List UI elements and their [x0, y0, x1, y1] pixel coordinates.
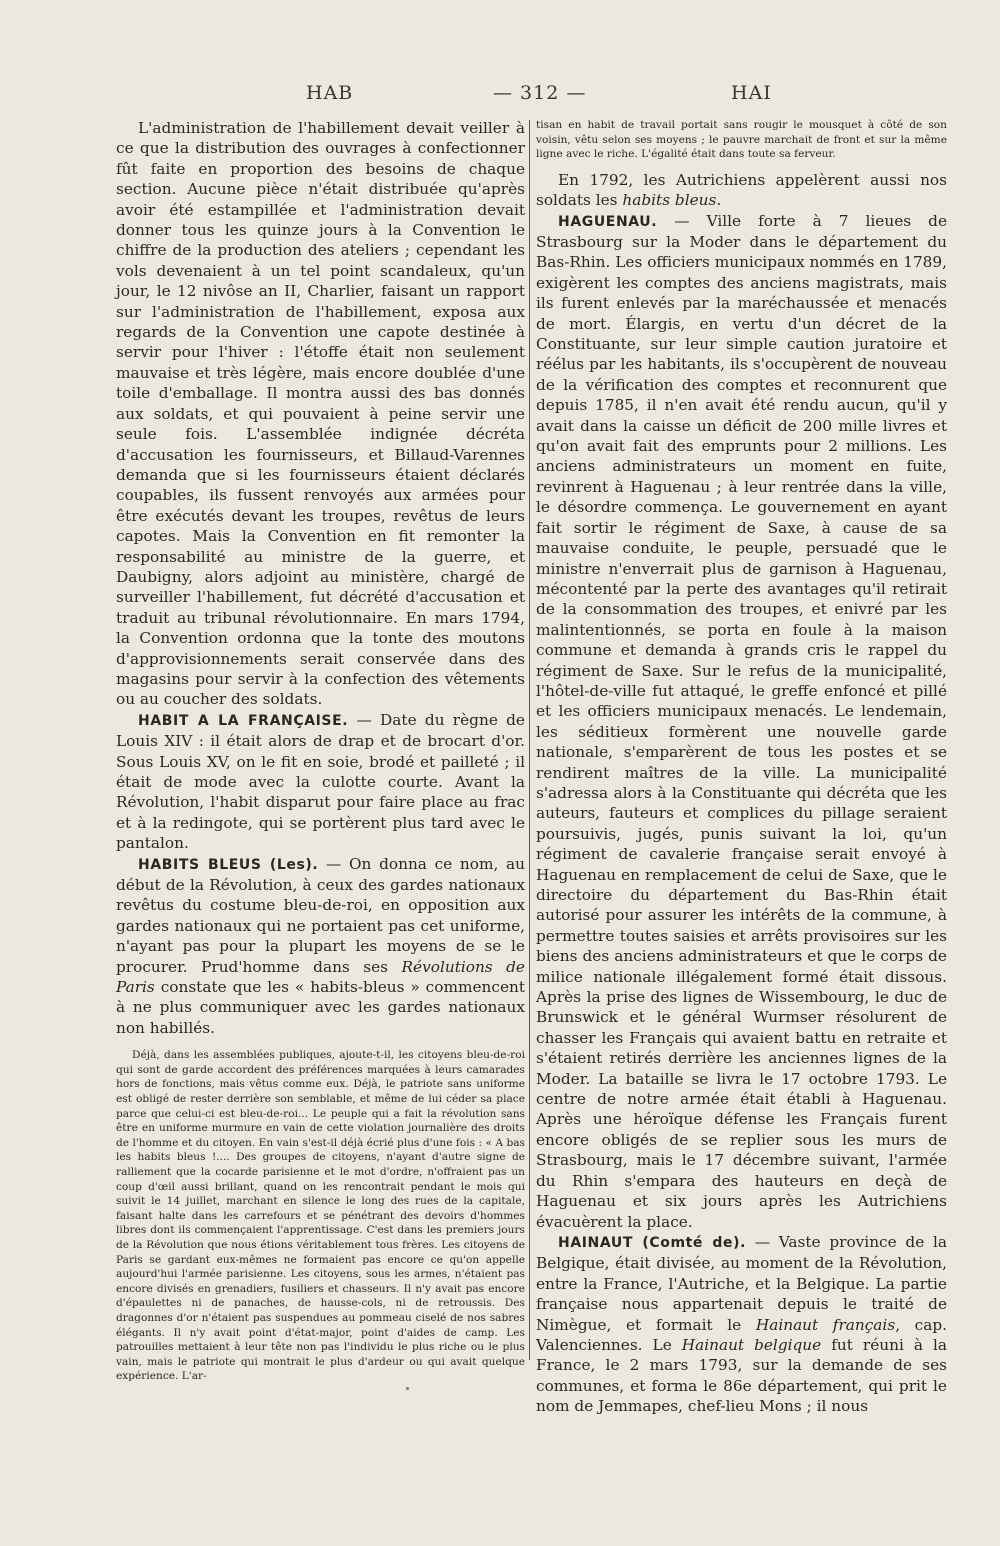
paragraph-habillement: L'administration de l'habillement devait veiller à ce que la distribution des ouvrages à confectionner fût faite en proportion des besoins de chaque section. Aucune pièce n'était distribuée qu'après avoir été estampillée et l'administration devait donner tous les quinze jours à la Convention le chiffre de la production des ateliers ; cependant les vols devenaient à un tel point scandaleux, qu'un jour, le 12 nivôse an II, Charlier, faisant un rapport sur l'administration de l'habillement, exposa aux regards de la Convention une capote destinée à servir pour l'hiver : l'étoffe était non seulement mauvaise et très légère, mais encore doublée d'une toile d'emballage. Il montra aussi des bas donnés aux soldats, et qui pouvaient à peine servir une seule fois. L'assemblée indignée décréta d'accusation les fournisseurs, et Billaud-Varennes demanda que si les fournisseurs étaient déclarés coupables, ils fussent renvoyés aux armées pour être exécutés devant les troupes, revêtus de leurs capotes. Mais la Convention en fit remonter la responsabilité au ministre de la guerre, et Daubigny, alors adjoint au ministère, chargé de surveiller l'habillement, fut décrété d'accusation et traduit au tribunal révolutionnaire. En mars 1794, la Convention ordonna que la tonte des moutons d'approvisionnements serait conservée dans des magasins pour servir à la confection des vêtements ou au coucher des soldats.	[116, 119, 525, 709]
footnote-continuation: tisan en habit de travail portait sans rougir le mousquet à côté de son voisin, vêtu selon ses moyens ; le pauvre marchait de front et sur la même ligne avec le riche. L'égalité était dans toute sa ferveur.	[536, 119, 947, 161]
entry-text: — Date du règne de Louis XIV : il était alors de drap et de brocart d'or. Sous Louis XV, on le fit en soie, brodé et pailleté ; il était de mode avec la culotte courte. Avant la Révolution, l'habit disparut pour faire place au frac et à la redingote, qui se portèrent plus tard avec le pantalon.	[116, 710, 525, 853]
entry-text: — Vaste province de la Belgique, était divisée, au moment de la Révolution, entre la France, l'Autriche, et la Belgique. La partie française nous appartenait depuis le traité de Nimègue, et formait le	[536, 1232, 947, 1334]
page-number: — 312 —	[493, 82, 587, 104]
entry-italic: Révolutions de Paris	[116, 957, 525, 997]
entry-hainaut	[536, 1232, 947, 1417]
entry-title: HABIT A LA FRANÇAISE.	[138, 712, 349, 729]
running-head-right: HAI	[731, 82, 772, 104]
paragraph-text: En 1792, les Autrichiens appelèrent aussi nos soldats les	[536, 170, 947, 210]
footnote-quote: Déjà, dans les assemblées publiques, ajoute-t-il, les citoyens bleu-de-roi qui sont de garde accordent des préférences marquées à leurs camarades hors de fonctions, mais vêtus comme eux. Déjà, le patriote sans uniforme est obligé de rester derrière son semblable, et même de lui céder sa place parce que celui-ci est bleu-de-roi... Le peuple qui a fait la révolution sans être en uniforme murmure en vain de cette violation journalière des droits de l'homme et du citoyen. En vain s'est-il déjà écrié plus d'une fois : « A bas les habits bleus !.... Des groupes de citoyens, n'ayant d'autre signe de ralliement que la cocarde parisienne et le mot d'ordre, n'offraient pas un coup d'œil aussi brillant, quand on les rencontrait pendant le mois qui suivit le 14 juillet, marchant en silence le long des rues de la capitale, faisant halte dans les carrefours et se pénétrant des devoirs d'hommes libres dont ils commençaient l'apprentissage. C'est dans les premiers jours de la Révolution que nous étions véritablement tous frères. Les citoyens de Paris se gardant eux-mêmes ne formaient pas encore ce qu'on appelle aujourd'hui l'armée parisienne. Les citoyens, sous les armes, n'étaient pas encore divisés en grenadiers, fusiliers et chasseurs. Il n'y avait pas encore d'épaulettes ni de panaches, de hausse-cols, ni de retroussis. Des dragonnes d'or n'étaient pas suspendues au pommeau ciselé de nos sabres élégants. Il n'y avait point d'état-major, point d'aides de camp. Les patrouilles mettaient à leur tête non pas l'individu le plus riche ou le plus vain, mais le patriote qui montrait le plus d'ardeur ou qui avait quelque expérience. L'ar-	[116, 1049, 525, 1383]
entry-text: — Ville forte à 7 lieues de Strasbourg sur la Moder dans le département du Bas-Rhin. Les officiers municipaux nommés en 1789, exigèrent les comptes des anciens magistrats, mais ils furent enlevés par la maréchaussée et menacés de mort. Élargis, en vertu d'un décret de la Constituante, sur leur simple caution juratoire et réélus par les habitants, ils s'occupèrent de nouveau de la vérification des comptes et reconnurent que depuis 1785, il n'en avait été rendu aucun, qu'il y avait dans la caisse un déficit de 200 mille livres et qu'on avait fait des emprunts pour 2 millions. Les anciens administrateurs un moment en fuite, revinrent à Haguenau ; à leur rentrée dans la ville, le désordre commença. Le gouvernement en ayant fait sortir le régiment de Saxe, à cause de sa mauvaise conduite, le peuple, persuadé que le ministre n'enverrait plus de garnison à Haguenau, mécontenté par la perte des avantages qu'il retirait de la consommation des troupes, et enivré par les malintentionnés, se porta en foule à la maison commune et demanda à grands cris le rappel du régiment de Saxe. Sur le refus de la municipalité, l'hôtel-de-ville fut attaqué, le greffe enfoncé et pillé et les officiers municipaux menacés. Le lendemain, les séditieux formèrent une nouvelle garde nationale, s'emparèrent de tous les postes et se rendirent maîtres de la ville. La municipalité s'adressa alors à la Constituante qui décréta que les auteurs, fauteurs et complices du pillage seraient poursuivis, jugés, punis suivant la loi, qu'un régiment de cavalerie française serait envoyé à Haguenau en remplacement de celui de Saxe, que le directoire du département du Bas-Rhin était autorisé pour assurer les intérêts de la commune, à permettre toutes saisies et arrêts provisoires sur les biens des anciens administrateurs et que le corps de milice nationale illégalement formé était dissous. Après la prise des lignes de Wissembourg, le duc de Brunswick et le général Wurmser résolurent de chasser les Français qui avaient battu en retraite et s'étaient retirés derrière les anciennes lignes de la Moder. La bataille se livra le 17 octobre 1793. Le centre de notre armée était établi à Haguenau. Après une héroïque défense les Français furent encore obligés de se replier sous les murs de Strasbourg, mais le 17 décembre suivant, l'armée du Rhin s'empara des hauteurs en deçà de Haguenau et six jours après les Autrichiens évacuèrent la place.	[536, 211, 947, 1231]
entry-text: — On donna ce nom, au début de la Révolution, à ceux des gardes nationaux revêtus du costume bleu-de-roi, en opposition aux gardes nationaux qui ne portaient pas cet uniforme, n'ayant pas pour la plupart les moyens de se le procurer. Prud'homme dans ses	[116, 854, 525, 976]
left-column	[116, 118, 525, 1384]
entry-title: HAINAUT (Comté de).	[558, 1234, 747, 1251]
entry-habit-a-la-francaise	[116, 710, 525, 854]
entry-text: fut réuni à la France, le 2 mars 1793, sur la demande de ses communes, et forma le 86e département, qui prit le nom de Jemmapes, chef-lieu Mons ; il nous	[536, 1335, 947, 1416]
entry-italic: Hainaut français	[755, 1315, 896, 1334]
right-column	[536, 118, 947, 1417]
entry-title: HABITS BLEUS (Les).	[138, 856, 319, 873]
print-speck	[406, 1387, 409, 1390]
entry-haguenau	[536, 211, 947, 1232]
entry-italic: Hainaut belgique	[681, 1335, 822, 1354]
running-head-left: HAB	[306, 82, 354, 104]
paragraph-italic: habits bleus.	[622, 191, 722, 210]
entry-habits-bleus	[116, 854, 525, 1039]
entry-text: constate que les « habits-bleus » commencent à ne plus communiquer avec les gardes nationaux non habillés.	[116, 978, 525, 1037]
column-rule	[529, 120, 530, 1360]
paragraph-1792	[536, 170, 947, 211]
entry-text: , cap. Valenciennes. Le	[536, 1315, 948, 1354]
entry-title: HAGUENAU.	[558, 213, 658, 230]
